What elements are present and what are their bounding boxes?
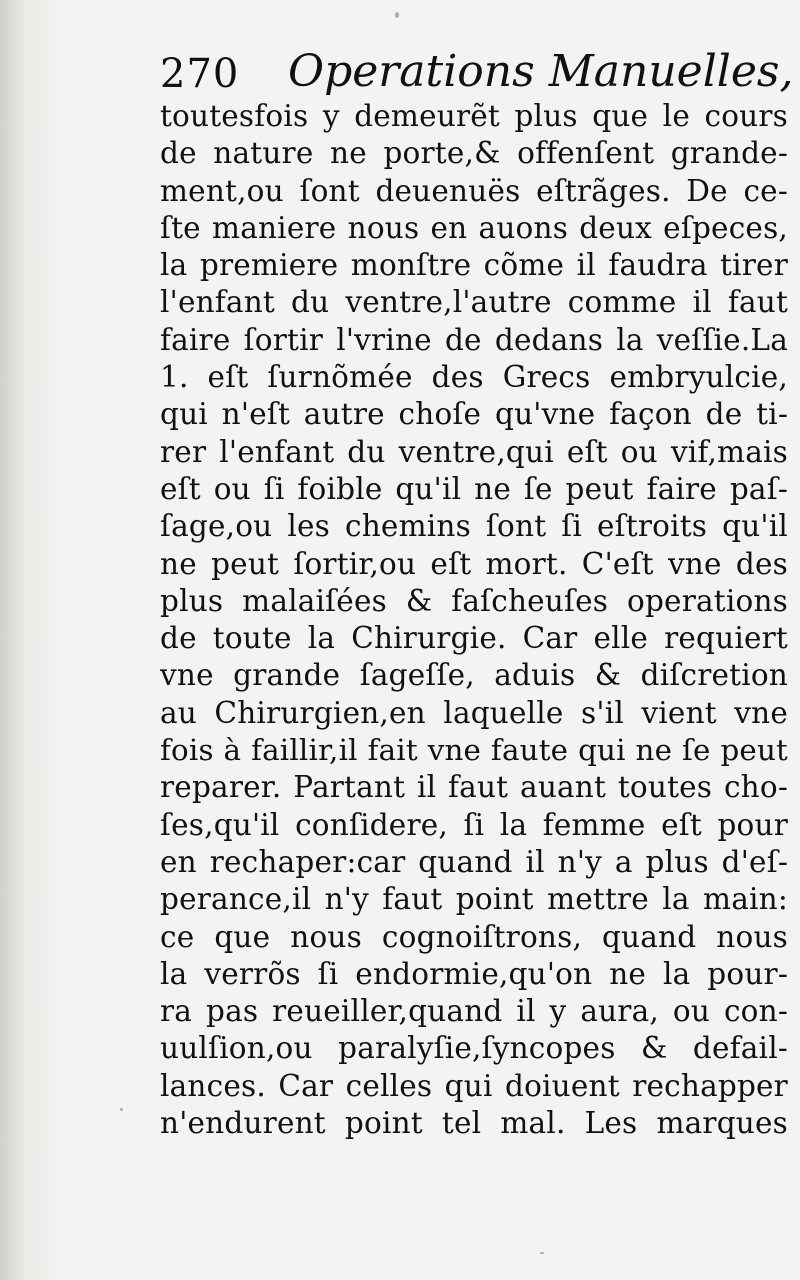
text-line: la verrõs ſi endormie,qu'on ne la pour-: [160, 956, 788, 991]
text-line: uulſion,ou paralyſie,ſyncopes & defail-: [160, 1031, 788, 1066]
text-line: au Chirurgien,en laquelle s'il vient vne: [160, 695, 788, 730]
text-line: plus malaiſées & faſcheuſes operations: [160, 583, 788, 618]
paper-speck: [120, 1108, 123, 1111]
text-line: qui n'eſt autre choſe qu'vne façon de ti-: [160, 397, 788, 432]
text-line: toutesfois y demeurẽt plus que le cours: [160, 99, 788, 133]
text-line: rer l'enfant du ventre,qui eſt ou vif,mais: [160, 434, 788, 469]
text-line: ſte maniere nous en auons deux eſpeces,: [160, 210, 788, 245]
running-title: Operations Manuelles,: [288, 46, 794, 97]
gutter-shadow: [0, 0, 60, 1280]
text-line: de nature ne porte,& offenſent grande-: [160, 136, 788, 171]
text-line: ſage,ou les chemins ſont ſi eſtroits qu'il: [160, 509, 788, 544]
text-line: ſes,qu'il conſidere, ſi la femme eſt pour: [160, 807, 788, 842]
text-line: reparer. Partant il faut auant toutes cho-: [160, 770, 788, 805]
paper-speck: [395, 12, 399, 18]
text-line: ment,ou ſont deuenuës eſtrãges. De ce-: [160, 173, 788, 208]
text-line: de toute la Chirurgie. Car elle requiert: [160, 621, 788, 656]
body-text: [160, 98, 788, 1142]
text-line: fois à faillir,il fait vne faute qui ne ſe peut: [160, 733, 788, 768]
text-line: ne peut ſortir,ou eſt mort. C'eſt vne des: [160, 546, 788, 581]
text-line: eſt ou ſi foible qu'il ne ſe peut faire paſ-: [160, 471, 788, 506]
text-line: en rechaper:car quand il n'y a plus d'eſ-: [160, 844, 788, 879]
text-line: vne grande ſageſſe, aduis & diſcretion: [160, 658, 788, 693]
page-number: 270: [160, 51, 240, 97]
paper-speck: [540, 1252, 544, 1254]
text-line: l'enfant du ventre,l'autre comme il faut: [160, 285, 788, 320]
text-line: faire ſortir l'vrine de dedans la veſſie.La: [160, 322, 788, 357]
text-line: ra pas reueiller,quand il y aura, ou con-: [160, 994, 788, 1029]
text-line: perance,il n'y faut point mettre la main:: [160, 882, 788, 917]
text-line: 1. eſt ſurnõmée des Grecs embryulcie,: [160, 360, 788, 395]
text-line: la premiere monſtre cõme il faudra tirer: [160, 248, 788, 283]
text-line: ce que nous cognoiſtrons, quand nous: [160, 919, 788, 954]
text-line: lances. Car celles qui doiuent rechapper: [160, 1068, 788, 1103]
page-header: [160, 40, 794, 104]
text-line: n'endurent point tel mal. Les marques: [160, 1106, 788, 1141]
